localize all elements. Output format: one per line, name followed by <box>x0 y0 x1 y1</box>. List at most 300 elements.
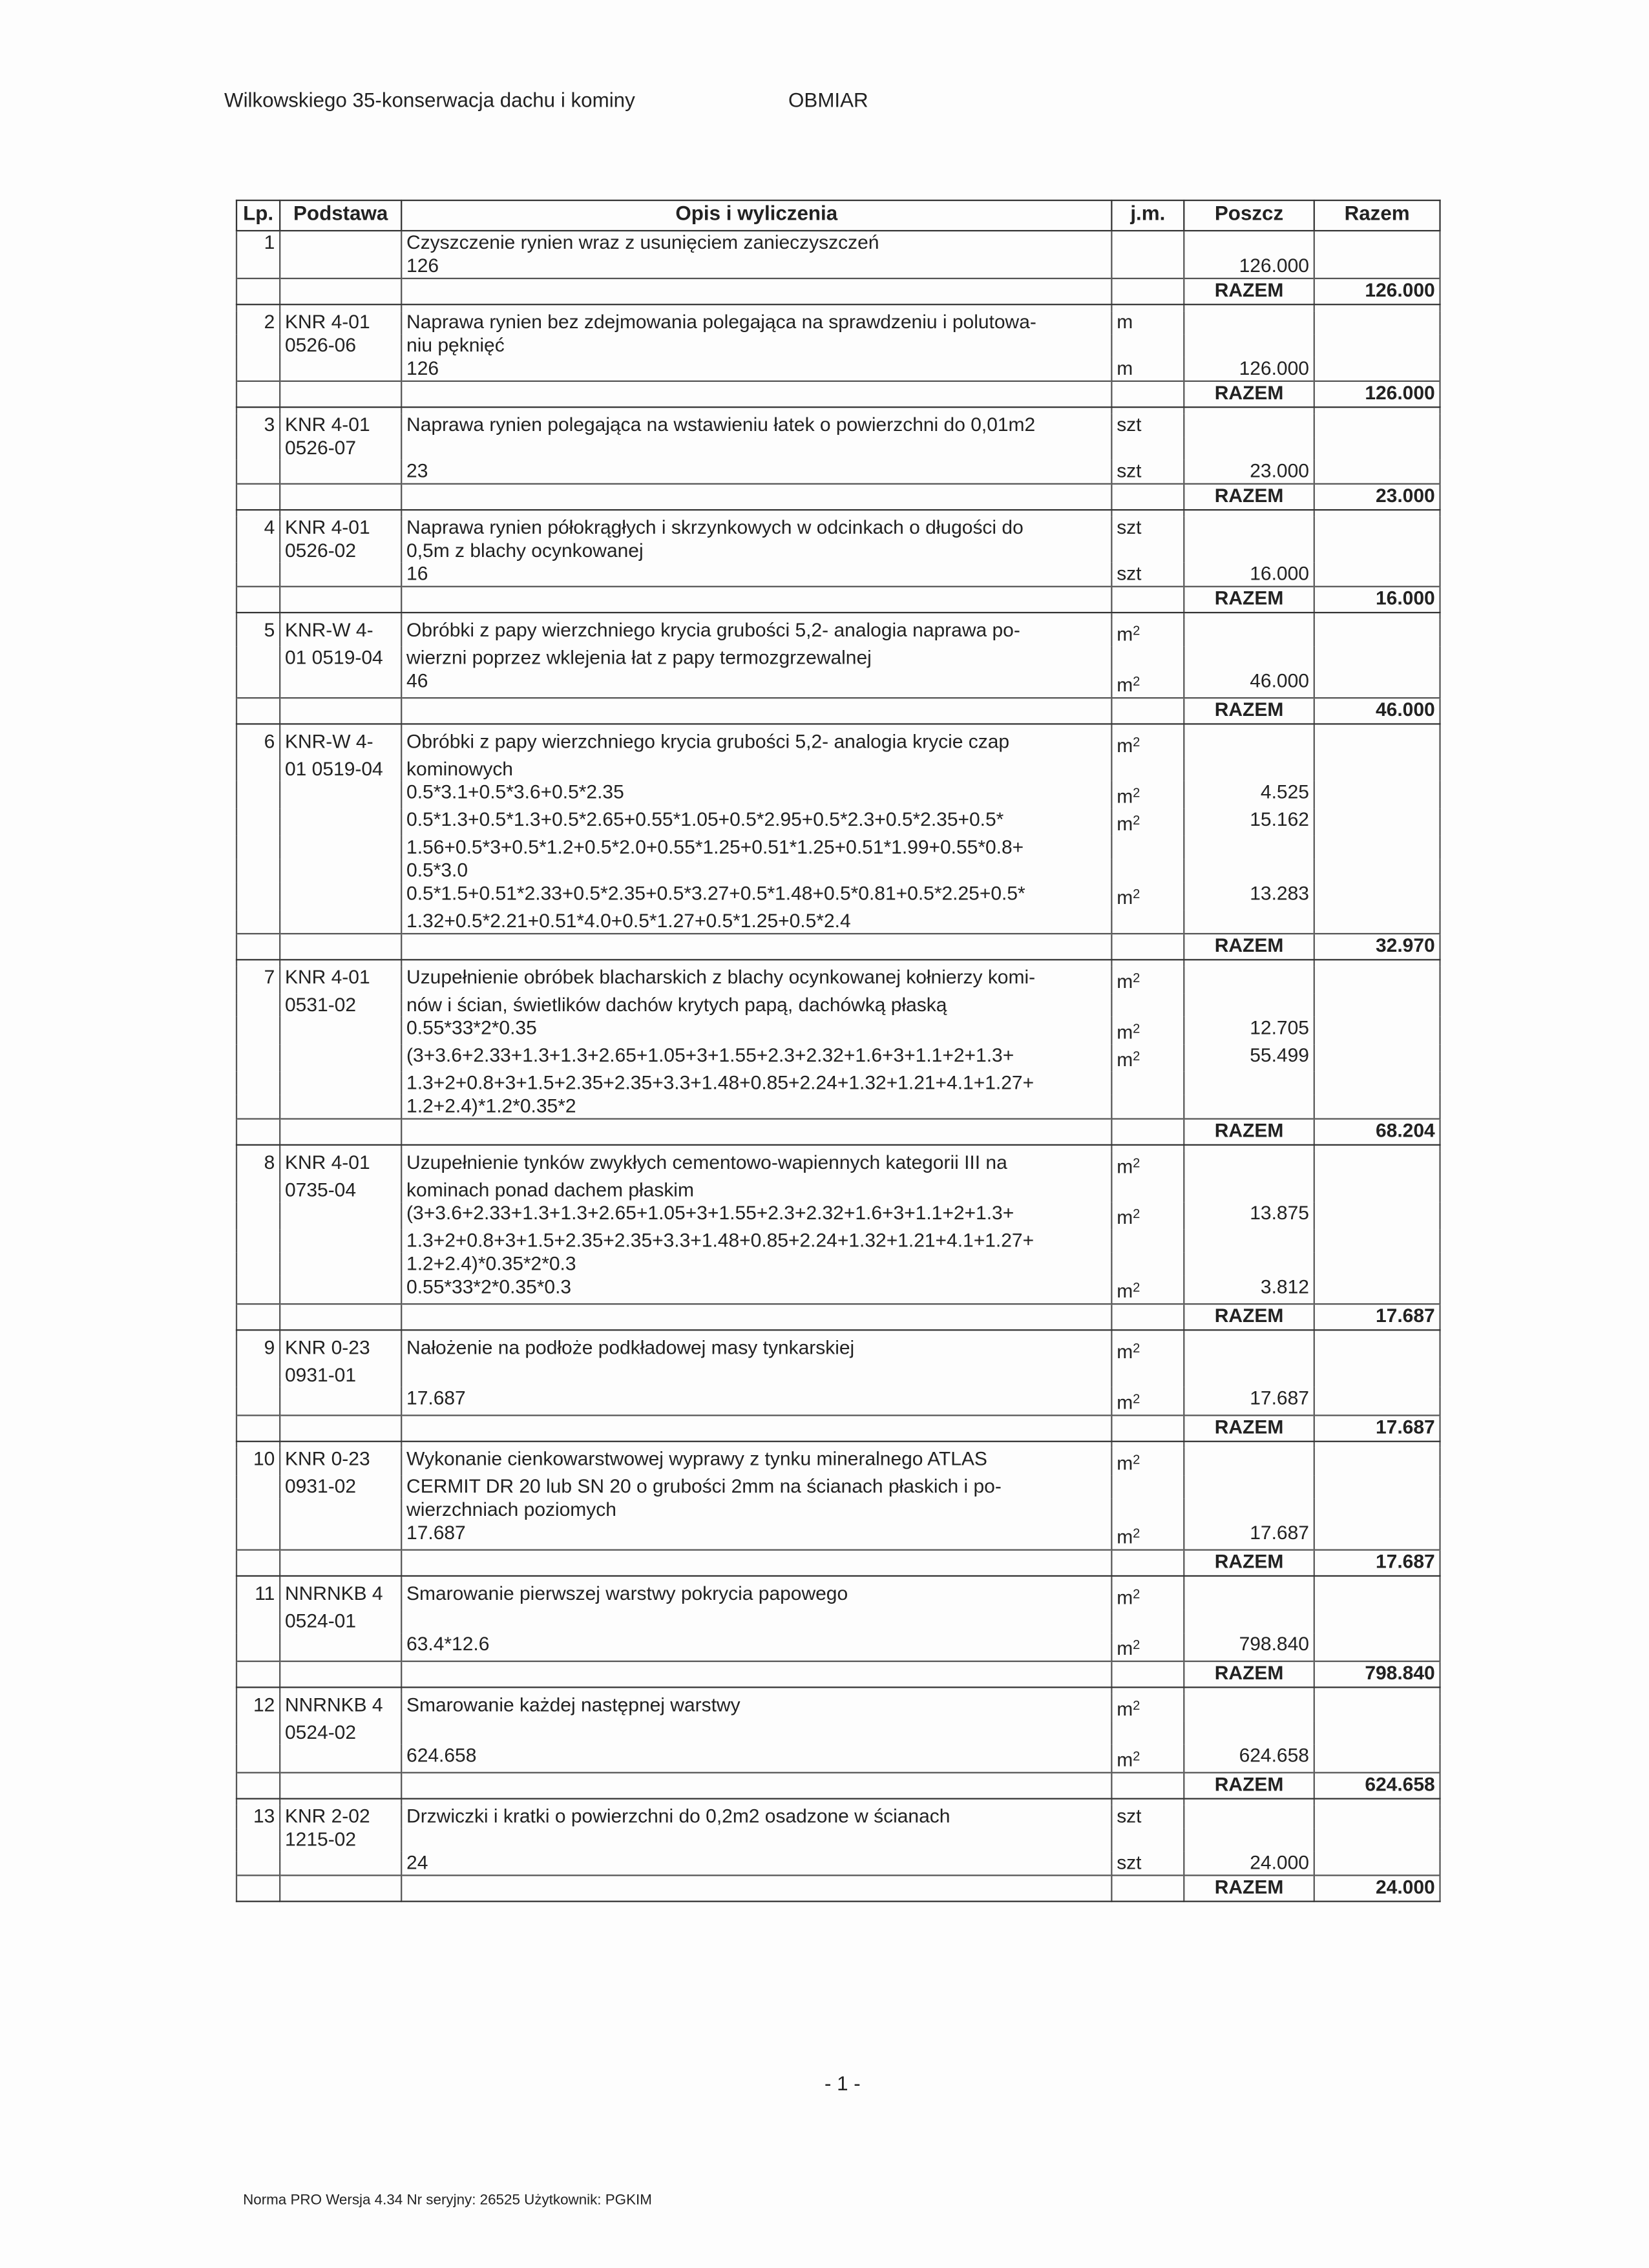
item-lp <box>236 1095 280 1119</box>
razem-empty-cell <box>236 587 280 613</box>
separator-row <box>236 1576 1440 1582</box>
item-basis: 0524-01 <box>280 1610 401 1633</box>
item-unit <box>1111 437 1184 460</box>
item-description: 63.4*12.6 <box>401 1633 1111 1661</box>
razem-value: 24.000 <box>1314 1875 1440 1901</box>
razem-empty-cell <box>236 484 280 510</box>
razem-row <box>236 934 1440 960</box>
razem-empty-cell <box>401 1661 1111 1687</box>
item-basis: KNR-W 4- <box>280 730 401 758</box>
item-description: Obróbki z papy wierzchniego krycia grubości 5,2- analogia naprawa po- <box>401 619 1111 647</box>
item-total <box>1314 437 1440 460</box>
item-quantity <box>1184 758 1314 781</box>
item-lp: 4 <box>236 516 280 540</box>
separator-cell <box>1184 407 1314 414</box>
item-unit: $m^2$ <box>1111 1387 1184 1416</box>
item-description <box>401 1610 1111 1633</box>
item-quantity: 23.000 <box>1184 460 1314 484</box>
razem-empty-cell <box>401 934 1111 960</box>
razem-empty-cell <box>1111 934 1184 960</box>
item-lp <box>236 563 280 587</box>
item-total <box>1314 255 1440 278</box>
razem-label: RAZEM <box>1184 1550 1314 1576</box>
item-basis: 0524-02 <box>280 1721 401 1745</box>
razem-empty-cell <box>401 1304 1111 1330</box>
item-lp: 7 <box>236 966 280 994</box>
table-row <box>236 1448 1440 1476</box>
item-total <box>1314 1475 1440 1498</box>
unit-exponent: 2 <box>1133 1155 1140 1171</box>
separator-cell <box>280 724 401 730</box>
item-lp <box>236 1745 280 1773</box>
item-unit <box>1111 1364 1184 1387</box>
razem-value: 798.840 <box>1314 1661 1440 1687</box>
table-row <box>236 437 1440 460</box>
table-row <box>236 1805 1440 1829</box>
separator-cell <box>1314 407 1440 414</box>
razem-label: RAZEM <box>1184 484 1314 510</box>
item-basis <box>280 836 401 859</box>
item-quantity: 126.000 <box>1184 255 1314 278</box>
item-quantity: 624.658 <box>1184 1745 1314 1773</box>
item-quantity: 46.000 <box>1184 669 1314 698</box>
item-total <box>1314 357 1440 381</box>
item-lp <box>236 859 280 883</box>
item-basis: 01 0519-04 <box>280 758 401 781</box>
razem-empty-cell <box>401 1415 1111 1441</box>
separator-cell <box>1111 304 1184 311</box>
item-quantity <box>1184 1364 1314 1387</box>
table-row <box>236 1721 1440 1745</box>
razem-label: RAZEM <box>1184 934 1314 960</box>
item-total <box>1314 1851 1440 1875</box>
razem-empty-cell <box>401 484 1111 510</box>
table-row <box>236 1151 1440 1179</box>
separator-cell <box>280 613 401 619</box>
item-unit: szt <box>1111 1805 1184 1829</box>
item-quantity <box>1184 859 1314 883</box>
separator-cell <box>1184 1799 1314 1805</box>
separator-cell <box>1111 510 1184 516</box>
item-quantity <box>1184 1253 1314 1276</box>
item-quantity: 17.687 <box>1184 1522 1314 1550</box>
table-row <box>236 1230 1440 1253</box>
item-unit: szt <box>1111 1851 1184 1875</box>
razem-empty-cell <box>1111 587 1184 613</box>
razem-empty-cell <box>280 1875 401 1901</box>
separator-cell <box>1111 1799 1184 1805</box>
separator-cell <box>236 724 280 730</box>
item-lp <box>236 1721 280 1745</box>
item-quantity <box>1184 836 1314 859</box>
item-lp <box>236 1633 280 1661</box>
col-opis: Opis i wyliczenia <box>401 200 1111 231</box>
razem-empty-cell <box>280 1550 401 1576</box>
separator-cell <box>280 960 401 966</box>
table-row <box>236 1072 1440 1095</box>
item-basis <box>280 1044 401 1072</box>
item-description: (3+3.6+2.33+1.3+1.3+2.65+1.05+3+1.55+2.3+2.32+1.6+3+1.1+2+1.3+ <box>401 1044 1111 1072</box>
separator-cell <box>1314 724 1440 730</box>
item-lp <box>236 758 280 781</box>
item-quantity <box>1184 994 1314 1017</box>
item-quantity <box>1184 334 1314 357</box>
item-unit <box>1111 1498 1184 1522</box>
item-basis: 01 0519-04 <box>280 647 401 670</box>
item-lp: 5 <box>236 619 280 647</box>
item-quantity: 16.000 <box>1184 563 1314 587</box>
item-lp <box>236 1202 280 1230</box>
table-row <box>236 1253 1440 1276</box>
separator-cell <box>401 960 1111 966</box>
razem-label: RAZEM <box>1184 1875 1314 1901</box>
item-quantity <box>1184 1829 1314 1852</box>
separator-cell <box>1111 1145 1184 1151</box>
item-description: 1.3+2+0.8+3+1.5+2.35+2.35+3.3+1.48+0.85+2.24+1.32+1.21+4.1+1.27+ <box>401 1072 1111 1095</box>
separator-cell <box>236 1687 280 1694</box>
razem-empty-cell <box>401 1772 1111 1798</box>
separator-cell <box>280 1576 401 1582</box>
item-description: 46 <box>401 669 1111 698</box>
item-quantity: 15.162 <box>1184 808 1314 836</box>
razem-empty-cell <box>1111 1772 1184 1798</box>
item-unit <box>1111 647 1184 670</box>
item-description: Smarowanie pierwszej warstwy pokrycia papowego <box>401 1582 1111 1610</box>
item-basis: KNR 2-02 <box>280 1805 401 1829</box>
razem-empty-cell <box>280 587 401 613</box>
table-row <box>236 255 1440 278</box>
item-total <box>1314 311 1440 334</box>
item-description: Uzupełnienie tynków zwykłych cementowo-wapiennych kategorii III na <box>401 1151 1111 1179</box>
item-lp <box>236 1829 280 1852</box>
table-row <box>236 619 1440 647</box>
item-description: 0.5*3.0 <box>401 859 1111 883</box>
unit-exponent: 2 <box>1133 785 1140 800</box>
item-basis <box>280 357 401 381</box>
item-basis <box>280 460 401 484</box>
table-row <box>236 1364 1440 1387</box>
item-unit: $m^2$ <box>1111 1448 1184 1476</box>
item-basis: 0526-07 <box>280 437 401 460</box>
item-lp <box>236 1230 280 1253</box>
separator-cell <box>1111 1576 1184 1582</box>
item-total <box>1314 1498 1440 1522</box>
razem-empty-cell <box>236 1119 280 1145</box>
separator-cell <box>280 1687 401 1694</box>
item-quantity <box>1184 1694 1314 1721</box>
item-total <box>1314 1387 1440 1416</box>
item-unit <box>1111 1095 1184 1119</box>
razem-row <box>236 1661 1440 1687</box>
item-description: nów i ścian, świetlików dachów krytych papą, dachówką płaską <box>401 994 1111 1017</box>
table-row <box>236 1017 1440 1045</box>
separator-cell <box>236 1799 280 1805</box>
separator-cell <box>401 1145 1111 1151</box>
razem-empty-cell <box>1111 484 1184 510</box>
item-lp <box>236 1610 280 1633</box>
item-basis <box>280 781 401 809</box>
item-description: 0.55*33*2*0.35*0.3 <box>401 1276 1111 1304</box>
item-unit: szt <box>1111 460 1184 484</box>
razem-empty-cell <box>401 381 1111 407</box>
item-description: Naprawa rynien bez zdejmowania polegająca na sprawdzeniu i polutowa- <box>401 311 1111 334</box>
separator-cell <box>1184 510 1314 516</box>
item-basis: 1215-02 <box>280 1829 401 1852</box>
item-unit: $m^2$ <box>1111 619 1184 647</box>
item-lp <box>236 1364 280 1387</box>
separator-cell <box>401 1799 1111 1805</box>
item-basis <box>280 1276 401 1304</box>
col-lp: Lp. <box>236 200 280 231</box>
item-basis <box>280 1095 401 1119</box>
item-unit <box>1111 910 1184 934</box>
item-unit: $m^2$ <box>1111 1336 1184 1364</box>
item-basis <box>280 1253 401 1276</box>
item-quantity: 13.875 <box>1184 1202 1314 1230</box>
separator-cell <box>1111 1687 1184 1694</box>
item-basis <box>280 1017 401 1045</box>
item-quantity: 17.687 <box>1184 1387 1314 1416</box>
item-total <box>1314 619 1440 647</box>
item-quantity: 13.283 <box>1184 883 1314 910</box>
separator-cell <box>236 407 280 414</box>
razem-empty-cell <box>236 934 280 960</box>
item-unit: szt <box>1111 516 1184 540</box>
item-unit <box>1111 1475 1184 1498</box>
document-type: OBMIAR <box>788 88 868 112</box>
razem-empty-cell <box>280 1304 401 1330</box>
item-description: Naprawa rynien polegająca na wstawieniu łatek o powierzchni do 0,01m2 <box>401 414 1111 437</box>
razem-row <box>236 587 1440 613</box>
item-lp <box>236 1179 280 1202</box>
item-quantity: 55.499 <box>1184 1044 1314 1072</box>
separator-cell <box>1314 304 1440 311</box>
item-unit: m <box>1111 357 1184 381</box>
separator-cell <box>236 1576 280 1582</box>
item-basis <box>280 1230 401 1253</box>
col-razem: Razem <box>1314 200 1440 231</box>
separator-cell <box>1111 1330 1184 1336</box>
table-row <box>236 516 1440 540</box>
razem-value: 126.000 <box>1314 278 1440 304</box>
razem-empty-cell <box>236 1661 280 1687</box>
item-unit: $m^2$ <box>1111 1582 1184 1610</box>
item-total <box>1314 231 1440 255</box>
item-basis <box>280 808 401 836</box>
item-quantity <box>1184 1805 1314 1829</box>
software-footer: Norma PRO Wersja 4.34 Nr seryjny: 26525 Użytkownik: PGKIM <box>243 2192 652 2209</box>
item-quantity <box>1184 1610 1314 1633</box>
separator-cell <box>280 407 401 414</box>
item-quantity <box>1184 516 1314 540</box>
unit-exponent: 2 <box>1133 971 1140 985</box>
unit-exponent: 2 <box>1133 735 1140 750</box>
separator-row <box>236 407 1440 414</box>
item-unit <box>1111 231 1184 255</box>
item-unit <box>1111 1072 1184 1095</box>
separator-cell <box>1184 1442 1314 1448</box>
separator-cell <box>1314 1330 1440 1336</box>
razem-label: RAZEM <box>1184 1304 1314 1330</box>
separator-cell <box>1314 613 1440 619</box>
item-unit: $m^2$ <box>1111 1202 1184 1230</box>
razem-row <box>236 1119 1440 1145</box>
razem-label: RAZEM <box>1184 698 1314 724</box>
item-quantity <box>1184 1336 1314 1364</box>
unit-exponent: 2 <box>1133 1637 1140 1652</box>
item-description: 16 <box>401 563 1111 587</box>
measurement-table <box>236 200 1441 1902</box>
table-row <box>236 1633 1440 1661</box>
item-description: 17.687 <box>401 1522 1111 1550</box>
item-lp <box>236 994 280 1017</box>
item-basis: 0526-02 <box>280 540 401 563</box>
item-total <box>1314 994 1440 1017</box>
item-basis <box>280 910 401 934</box>
item-basis: KNR-W 4- <box>280 619 401 647</box>
item-total <box>1314 1230 1440 1253</box>
item-unit <box>1111 836 1184 859</box>
table-row <box>236 1582 1440 1610</box>
item-total <box>1314 1694 1440 1721</box>
separator-row <box>236 960 1440 966</box>
item-total <box>1314 1044 1440 1072</box>
razem-empty-cell <box>236 698 280 724</box>
razem-empty-cell <box>1111 1661 1184 1687</box>
item-total <box>1314 1745 1440 1773</box>
table-row <box>236 1387 1440 1416</box>
table-row <box>236 910 1440 934</box>
item-unit <box>1111 758 1184 781</box>
razem-label: RAZEM <box>1184 278 1314 304</box>
razem-row <box>236 1415 1440 1441</box>
item-unit: $m^2$ <box>1111 1522 1184 1550</box>
item-quantity <box>1184 1095 1314 1119</box>
col-poszcz: Poszcz <box>1184 200 1314 231</box>
razem-empty-cell <box>280 698 401 724</box>
separator-cell <box>1111 1442 1184 1448</box>
item-unit: $m^2$ <box>1111 966 1184 994</box>
razem-row <box>236 278 1440 304</box>
item-quantity <box>1184 231 1314 255</box>
item-unit <box>1111 540 1184 563</box>
item-description: Smarowanie każdej następnej warstwy <box>401 1694 1111 1721</box>
col-jm: j.m. <box>1111 200 1184 231</box>
item-description: 1.2+2.4)*1.2*0.35*2 <box>401 1095 1111 1119</box>
separator-cell <box>280 1442 401 1448</box>
separator-cell <box>1184 1576 1314 1582</box>
item-description: 1.56+0.5*3+0.5*1.2+0.5*2.0+0.55*1.25+0.51*1.25+0.51*1.99+0.55*0.8+ <box>401 836 1111 859</box>
separator-cell <box>401 724 1111 730</box>
item-quantity <box>1184 1448 1314 1476</box>
table-row <box>236 669 1440 698</box>
razem-label: RAZEM <box>1184 1772 1314 1798</box>
item-unit: $m^2$ <box>1111 1694 1184 1721</box>
separator-row <box>236 1799 1440 1805</box>
item-quantity <box>1184 619 1314 647</box>
item-lp <box>236 357 280 381</box>
separator-cell <box>1111 613 1184 619</box>
item-unit: szt <box>1111 414 1184 437</box>
razem-empty-cell <box>280 484 401 510</box>
item-quantity <box>1184 1151 1314 1179</box>
item-quantity: 24.000 <box>1184 1851 1314 1875</box>
razem-empty-cell <box>401 1875 1111 1901</box>
item-description: 23 <box>401 460 1111 484</box>
table-row <box>236 563 1440 587</box>
razem-empty-cell <box>236 381 280 407</box>
unit-exponent: 2 <box>1133 1698 1140 1713</box>
razem-empty-cell <box>1111 1119 1184 1145</box>
item-lp <box>236 910 280 934</box>
separator-cell <box>401 1442 1111 1448</box>
item-lp <box>236 255 280 278</box>
item-total <box>1314 1805 1440 1829</box>
item-lp: 1 <box>236 231 280 255</box>
item-lp <box>236 1498 280 1522</box>
separator-cell <box>401 613 1111 619</box>
document-title: Wilkowskiego 35-konserwacja dachu i kominy <box>224 88 635 112</box>
separator-cell <box>1184 960 1314 966</box>
item-lp <box>236 669 280 698</box>
item-description: 1.2+2.4)*0.35*2*0.3 <box>401 1253 1111 1276</box>
item-basis: KNR 4-01 <box>280 516 401 540</box>
razem-empty-cell <box>1111 1550 1184 1576</box>
razem-row <box>236 1304 1440 1330</box>
razem-row <box>236 1875 1440 1901</box>
separator-cell <box>1111 407 1184 414</box>
item-basis: KNR 4-01 <box>280 1151 401 1179</box>
item-lp <box>236 1017 280 1045</box>
item-lp <box>236 1072 280 1095</box>
item-basis <box>280 883 401 910</box>
item-basis: NNRNKB 4 <box>280 1694 401 1721</box>
item-unit: m <box>1111 311 1184 334</box>
item-lp: 8 <box>236 1151 280 1179</box>
table-row <box>236 1851 1440 1875</box>
item-lp <box>236 883 280 910</box>
item-lp: 13 <box>236 1805 280 1829</box>
item-description: Czyszczenie rynien wraz z usunięciem zanieczyszczeń <box>401 231 1111 255</box>
separator-cell <box>1184 1145 1314 1151</box>
item-unit: $m^2$ <box>1111 669 1184 698</box>
item-quantity <box>1184 540 1314 563</box>
separator-cell <box>1111 724 1184 730</box>
item-lp <box>236 647 280 670</box>
item-total <box>1314 883 1440 910</box>
table-row <box>236 758 1440 781</box>
razem-empty-cell <box>1111 278 1184 304</box>
unit-exponent: 2 <box>1133 1526 1140 1541</box>
razem-empty-cell <box>280 1772 401 1798</box>
separator-cell <box>1184 304 1314 311</box>
item-lp <box>236 460 280 484</box>
item-quantity <box>1184 1721 1314 1745</box>
item-description: 1.32+0.5*2.21+0.51*4.0+0.5*1.27+0.5*1.25+0.5*2.4 <box>401 910 1111 934</box>
item-total <box>1314 540 1440 563</box>
razem-label: RAZEM <box>1184 381 1314 407</box>
item-unit <box>1111 255 1184 278</box>
table-row <box>236 414 1440 437</box>
unit-exponent: 2 <box>1133 1021 1140 1036</box>
item-quantity: 126.000 <box>1184 357 1314 381</box>
separator-cell <box>1184 613 1314 619</box>
separator-cell <box>401 304 1111 311</box>
unit-exponent: 2 <box>1133 1586 1140 1602</box>
razem-value: 17.687 <box>1314 1550 1440 1576</box>
razem-value: 16.000 <box>1314 587 1440 613</box>
item-lp <box>236 1044 280 1072</box>
